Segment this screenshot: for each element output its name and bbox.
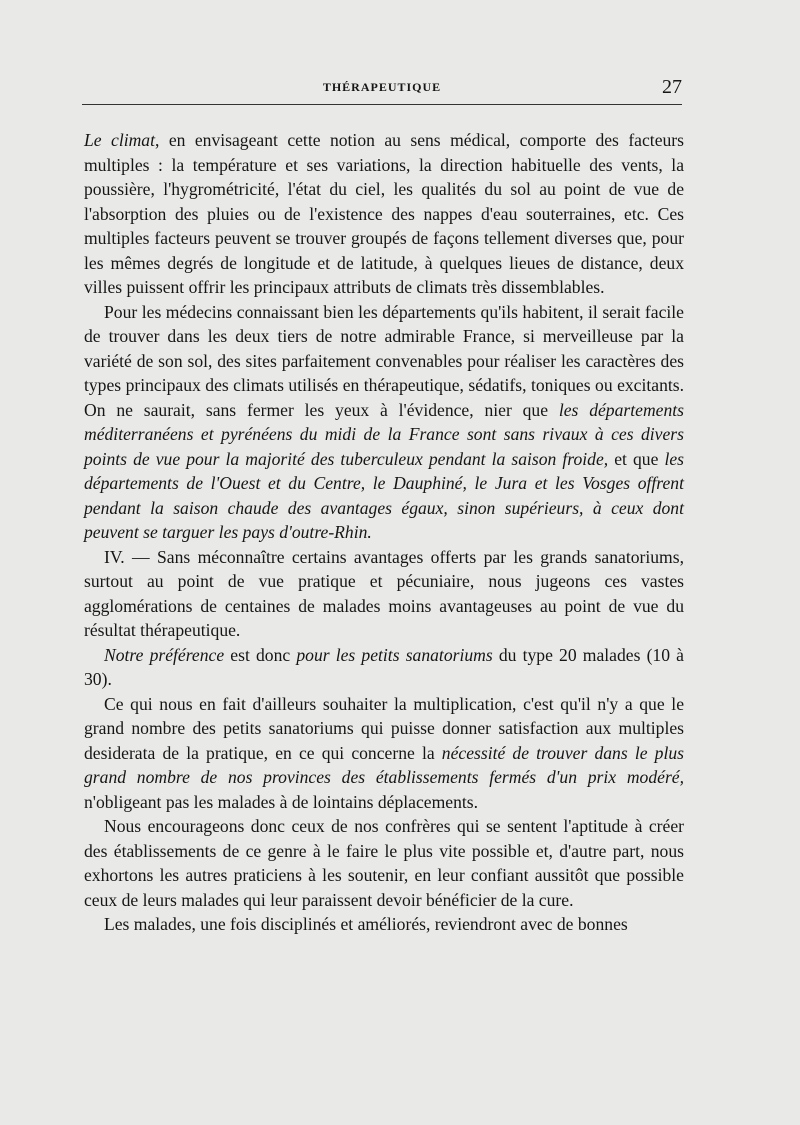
text-span: est donc (224, 644, 297, 665)
paragraph-climat (84, 128, 684, 300)
text-span: Ce qui nous en fait d'ailleurs souhaiter la multiplication, c'est qu'il n'y a que le grand nombre des petits sanatoriums qui puisse donner satisfaction aux multiples desiderata de la pratique, en ce qui concerne la (84, 693, 684, 763)
text-span: n'obligeant pas les malades à de lointains déplacements. (84, 791, 479, 812)
paragraph-section-iv (84, 545, 684, 643)
text-span: les départements méditerranéens et pyrénéens du midi de la France sont sans rivaux à ces divers points de vue pour la majorité des tuberculeux pendant la saison froide, (84, 399, 684, 469)
page-number: 27 (662, 76, 682, 98)
text-span: Notre préférence (104, 644, 225, 665)
text-span: les départements de l'Ouest et du Centre, le Dauphiné, le Jura et les Vosges offrent pendant la saison chaude des avantages égaux, sinon supérieurs, à ceux dont peuvent se targuer les pays d'outre-Rhin. (84, 448, 684, 542)
page-header (82, 78, 682, 105)
text-span: du type 20 malades (10 à 30). (84, 644, 684, 689)
text-span: nécessité de trouver dans le plus grand nombre de nos provinces des établissements fermés d'un prix modéré, (84, 742, 684, 787)
text-span: Pour les médecins connaissant bien les départements qu'ils habitent, il serait facile de trouver dans les deux tiers de notre admirable France, si merveilleuse par la variété de son sol, des sites parfaitement convenables pour réaliser les caractères des types principaux des climats utilisés en thérapeutique, sédatifs, toniques ou excitants. On ne saurait, sans fermer les yeux à l'évidence, nier que (84, 301, 684, 420)
text-span: Les malades, une fois disciplinés et améliorés, reviendront avec de bonnes (104, 914, 628, 934)
paragraph-medecins (84, 300, 684, 545)
text-span: Nous encourageons donc ceux de nos confrères qui se sentent l'aptitude à créer des établissements de ce genre à le faire le plus vite possible et, d'autre part, nous exhortons les autres praticiens à les soutenir, en leur confiant aussitôt que possible ceux de leurs malades qui leur paraissent devoir bénéficier de la cure. (84, 816, 684, 910)
text-span: , en envisageant cette notion au sens médical, comporte des facteurs multiples : la température et ses variations, la direction habituelle des vents, la poussière, l'hygrométricité, l'état du ciel, les qualités du sol au point de vue de l'absorption des pluies ou de l'existence des nappes d'eau souterraines, etc. Ces multiples facteurs peuvent se trouver groupés de façons tellement diverses que, pour les mêmes degrés de longitude et de latitude, à quelques lieues de distance, deux villes puissent offrir les principaux attributs de climats très dissemblables. (84, 130, 685, 297)
paragraph-preference (84, 643, 684, 692)
text-span: et que (608, 448, 665, 469)
text-span: IV. — Sans méconnaître certains avantages offerts par les grands sanatoriums, surtout au point de vue pratique et pécuniaire, nous jugeons ces vastes agglomérations de centaines de malades moins avantageuses au point de vue du résultat thérapeutique. (84, 546, 684, 640)
running-title: THÉRAPEUTIQUE (322, 80, 442, 94)
paragraph-malades (84, 912, 684, 937)
text-span: pour les petits sanatoriums (296, 644, 493, 665)
paragraph-encourageons (84, 814, 684, 912)
text-span: Le climat (84, 130, 155, 150)
paragraph-multiplication (84, 692, 684, 815)
body-text (84, 128, 684, 937)
